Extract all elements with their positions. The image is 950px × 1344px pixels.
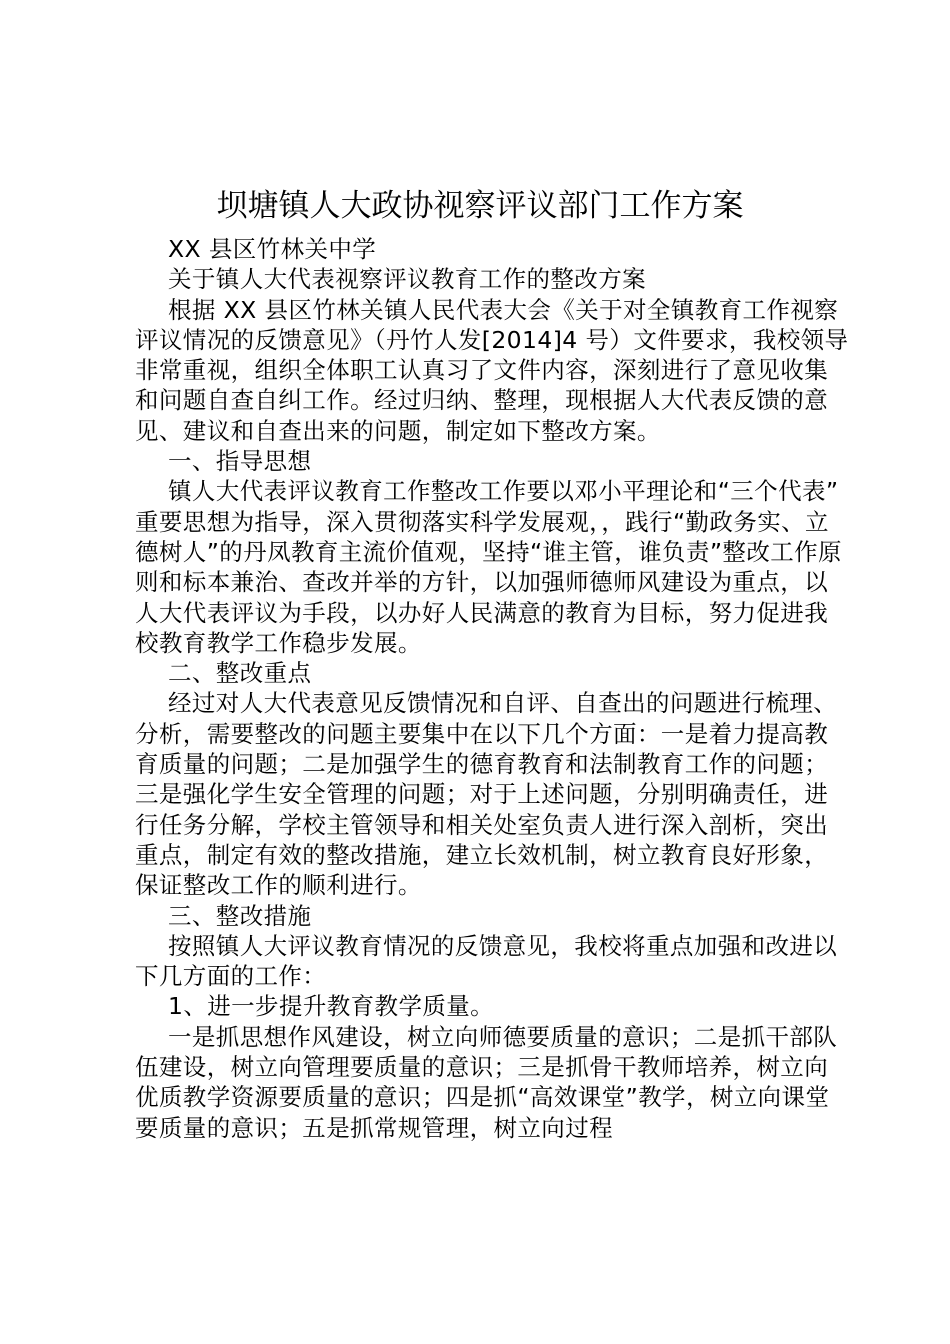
measure-item-1-paragraph: 一是抓思想作风建设，树立向师德要质量的意识；二是抓干部队伍建设，树立向管理要质量的意识；三是抓骨干教师培养，树立向优质教学资源要质量的意识；四是抓“高效课堂”教学，树立向课堂要质量的意识；五是抓常规管理，树立向过程 (135, 1022, 838, 1142)
section-heading-guiding-thought: 一、指导思想 (168, 447, 312, 476)
measures-intro-paragraph: 按照镇人大评议教育情况的反馈意见，我校将重点加强和改进以下几方面的工作： (135, 931, 838, 991)
intro-paragraph: 根据 XX 县区竹林关镇人民代表大会《关于对全镇教育工作视察评议情况的反馈意见》（丹竹人发[2014]4 号）文件要求，我校领导非常重视，组织全体职工认真习了文件内容，深刻进行了意见收集和问题自查自纠工作。经过归纳、整理，现根据人大代表反馈的意见、建议和自查出来的问题，制定如下整改方案。 (135, 295, 849, 445)
plan-subtitle-line: 关于镇人大代表视察评议教育工作的整改方案 (168, 265, 646, 294)
section-heading-rectification-focus: 二、整改重点 (168, 659, 312, 688)
document-body (135, 234, 850, 1143)
school-name-line: XX 县区竹林关中学 (168, 235, 377, 263)
guiding-thought-paragraph: 镇人大代表评议教育工作整改工作要以邓小平理论和“三个代表”重要思想为指导，深入贯彻落实科学发展观，，践行“勤政务实、立德树人”的丹凤教育主流价值观，坚持“谁主管，谁负责”整改工作原则和标本兼治、查改并举的方针，以加强师德师风建设为重点，以人大代表评议为手段，以办好人民满意的教育为目标，努力促进我校教育教学工作稳步发展。 (135, 477, 842, 657)
rectification-focus-paragraph: 经过对人大代表意见反馈情况和自评、自查出的问题进行梳理、分析，需要整改的问题主要集中在以下几个方面：一是着力提高教育质量的问题；二是加强学生的德育教育和法制教育工作的问题；三是强化学生安全管理的问题；对于上述问题，分别明确责任，进行任务分解，学校主管领导和相关处室负责人进行深入剖析，突出重点，制定有效的整改措施，建立长效机制，树立教育良好形象，保证整改工作的顺利进行。 (135, 689, 838, 900)
section-heading-rectification-measures: 三、整改措施 (168, 901, 312, 930)
measure-item-1-heading: 1、进一步提升教育教学质量。 (168, 992, 495, 1021)
document-title: 坝塘镇人大政协视察评议部门工作方案 (216, 188, 744, 224)
